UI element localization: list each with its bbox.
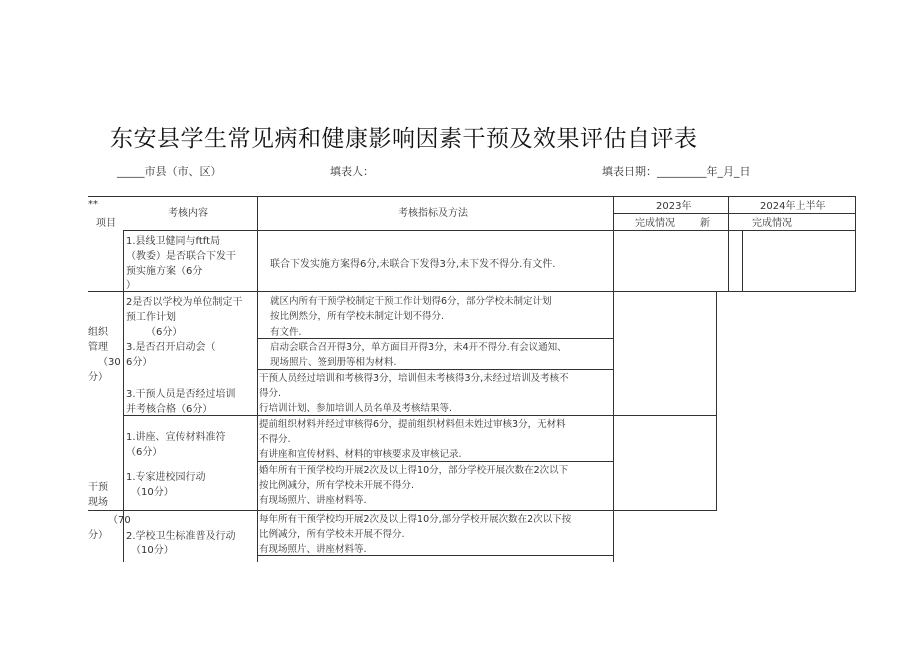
header-year-divider [613, 213, 856, 214]
section-org-line1: 组织 [88, 327, 108, 338]
row7-method-line1: 每年所有干预学校均开展2次及以上得10分,部分学校开展次数在2次以下按 [259, 514, 572, 525]
row4-content-line2: 并考核合格（6分） [126, 404, 213, 415]
row5-content-line2: （6分） [126, 447, 163, 458]
row4-method-line2: 得分. [259, 388, 282, 399]
row6-method-line2: 按比例减分，所有学校未开展不得分. [259, 480, 415, 491]
row4-method-line1: 干预人员经过培训和考核得3分，培训但未考核得3分,未经过培训及考核不 [259, 373, 569, 384]
row5-method-line3: 有讲座和宣传材料、材料的审核要求及审核记录. [259, 449, 462, 460]
section-field-line2: 现场 [88, 497, 108, 508]
section-org-line4: 分） [88, 372, 108, 383]
row7-method-line3: 有现场照片、讲座材料等. [259, 544, 367, 555]
table-right-border [855, 196, 856, 292]
row2-content-line1: 2是否以学校为单位制定干 [126, 297, 243, 308]
row1-content-line2: （教委）是否联合下发干 [126, 251, 236, 262]
row6-content-line2: （10分） [131, 487, 174, 498]
header-new: 新 [700, 218, 710, 229]
row5-method-line2: 不得分. [259, 434, 291, 445]
row2-content-line3: （6分） [146, 327, 183, 338]
row4-method-line3: 行培训计划、参加培训人员名单及考核结果等. [259, 403, 453, 414]
section-org-line3: （30 [98, 357, 121, 368]
section-field-line1: 干预 [88, 482, 108, 493]
date-field: 填表日期：_________年_月_日 [602, 165, 751, 178]
row5-method-line1: 提前组织材料并经过审核得6分，提前组织材料但未姓过审核3分，无材料 [259, 419, 566, 430]
header-marks: ** [88, 199, 98, 210]
section-org-line2: 管理 [88, 342, 108, 353]
row2-method-line3: 有文件. [270, 327, 302, 338]
row1-content-line4: ） [126, 280, 136, 291]
header-bottom-border [123, 230, 856, 231]
row6-method-line3: 有现场照片、讲座材料等. [259, 495, 367, 506]
header-content: 考核内容 [168, 208, 208, 219]
table-top-border [88, 196, 856, 197]
row2-method-line1: 就区内所有干预学校制定干预工作计划得6分，部分学校未制定计划 [270, 296, 552, 307]
header-status-2024: 完成情况 [752, 218, 792, 229]
county-field: _____市县（市、区） [117, 165, 222, 178]
row7-content-line1: 2.学校卫生标准普及行动 [126, 531, 236, 542]
row6-method-line1: 婚年所有干预学校均开展2次及以上得10分，部分学校开展次数在2次以下 [259, 465, 569, 476]
page-title: 东安县学生常见病和健康影响因素干预及效果评估自评表 [110, 126, 698, 152]
row4-content-line1: 3.干预人员是否经过培训 [126, 389, 236, 400]
row7-method-line2: 比例减分，所有学校未开展不得分. [259, 529, 405, 540]
header-year-2024: 2024年上半年 [760, 201, 826, 212]
row3-method-line2: 现场照片、签到册等相为材料. [270, 357, 397, 368]
row7-content-line2: （10分） [131, 545, 174, 556]
method-col-divider [613, 196, 614, 562]
row5-bottom-border [257, 461, 613, 462]
row1-content-line1: 1.县线卫健同与ftft局 [126, 236, 221, 247]
row2-bottom-border [257, 338, 613, 339]
right-inner-border [742, 230, 743, 292]
status-col-divider-lower [716, 291, 717, 511]
row1-method-line1: 联合下发实施方案得6分,未联合下发得3分,未下发不得分.有文件. [270, 259, 556, 270]
row3-bottom-border [257, 369, 613, 370]
header-method: 考核指标及方法 [398, 208, 468, 219]
row6-content-line1: 1.专家进校园行动 [126, 472, 206, 483]
content-col-divider [257, 196, 258, 562]
row3-method-line1: 启动会联合召开得3分，单方面目开得3分，未4开不得分.有会议通知、 [270, 342, 567, 353]
header-status-2023: 完成情况 [635, 218, 675, 229]
header-project: 项目 [96, 218, 116, 229]
row3-content-line2: 6分） [126, 357, 153, 368]
row6-bottom-border [88, 510, 716, 511]
year-col-divider [728, 196, 729, 292]
filler-field: 填表人： [330, 165, 374, 178]
row3-content-line1: 3.是否召开启动会（ [126, 342, 216, 353]
row2-content-line2: 预工作计划 [126, 312, 176, 323]
row5-content-line1: 1.讲座、宣传材料准符 [126, 432, 226, 443]
row1-bottom-border [88, 291, 856, 292]
row2-method-line2: 按比例然分，所有学校未制定计划不得分. [270, 311, 445, 322]
header-year-2023: 2023年 [656, 201, 692, 212]
project-col-divider [123, 230, 124, 562]
section-field-line3: （70 [108, 515, 131, 526]
section-field-line4: 分） [88, 530, 108, 541]
row1-content-line3: 预实施方案（6分 [126, 266, 203, 277]
